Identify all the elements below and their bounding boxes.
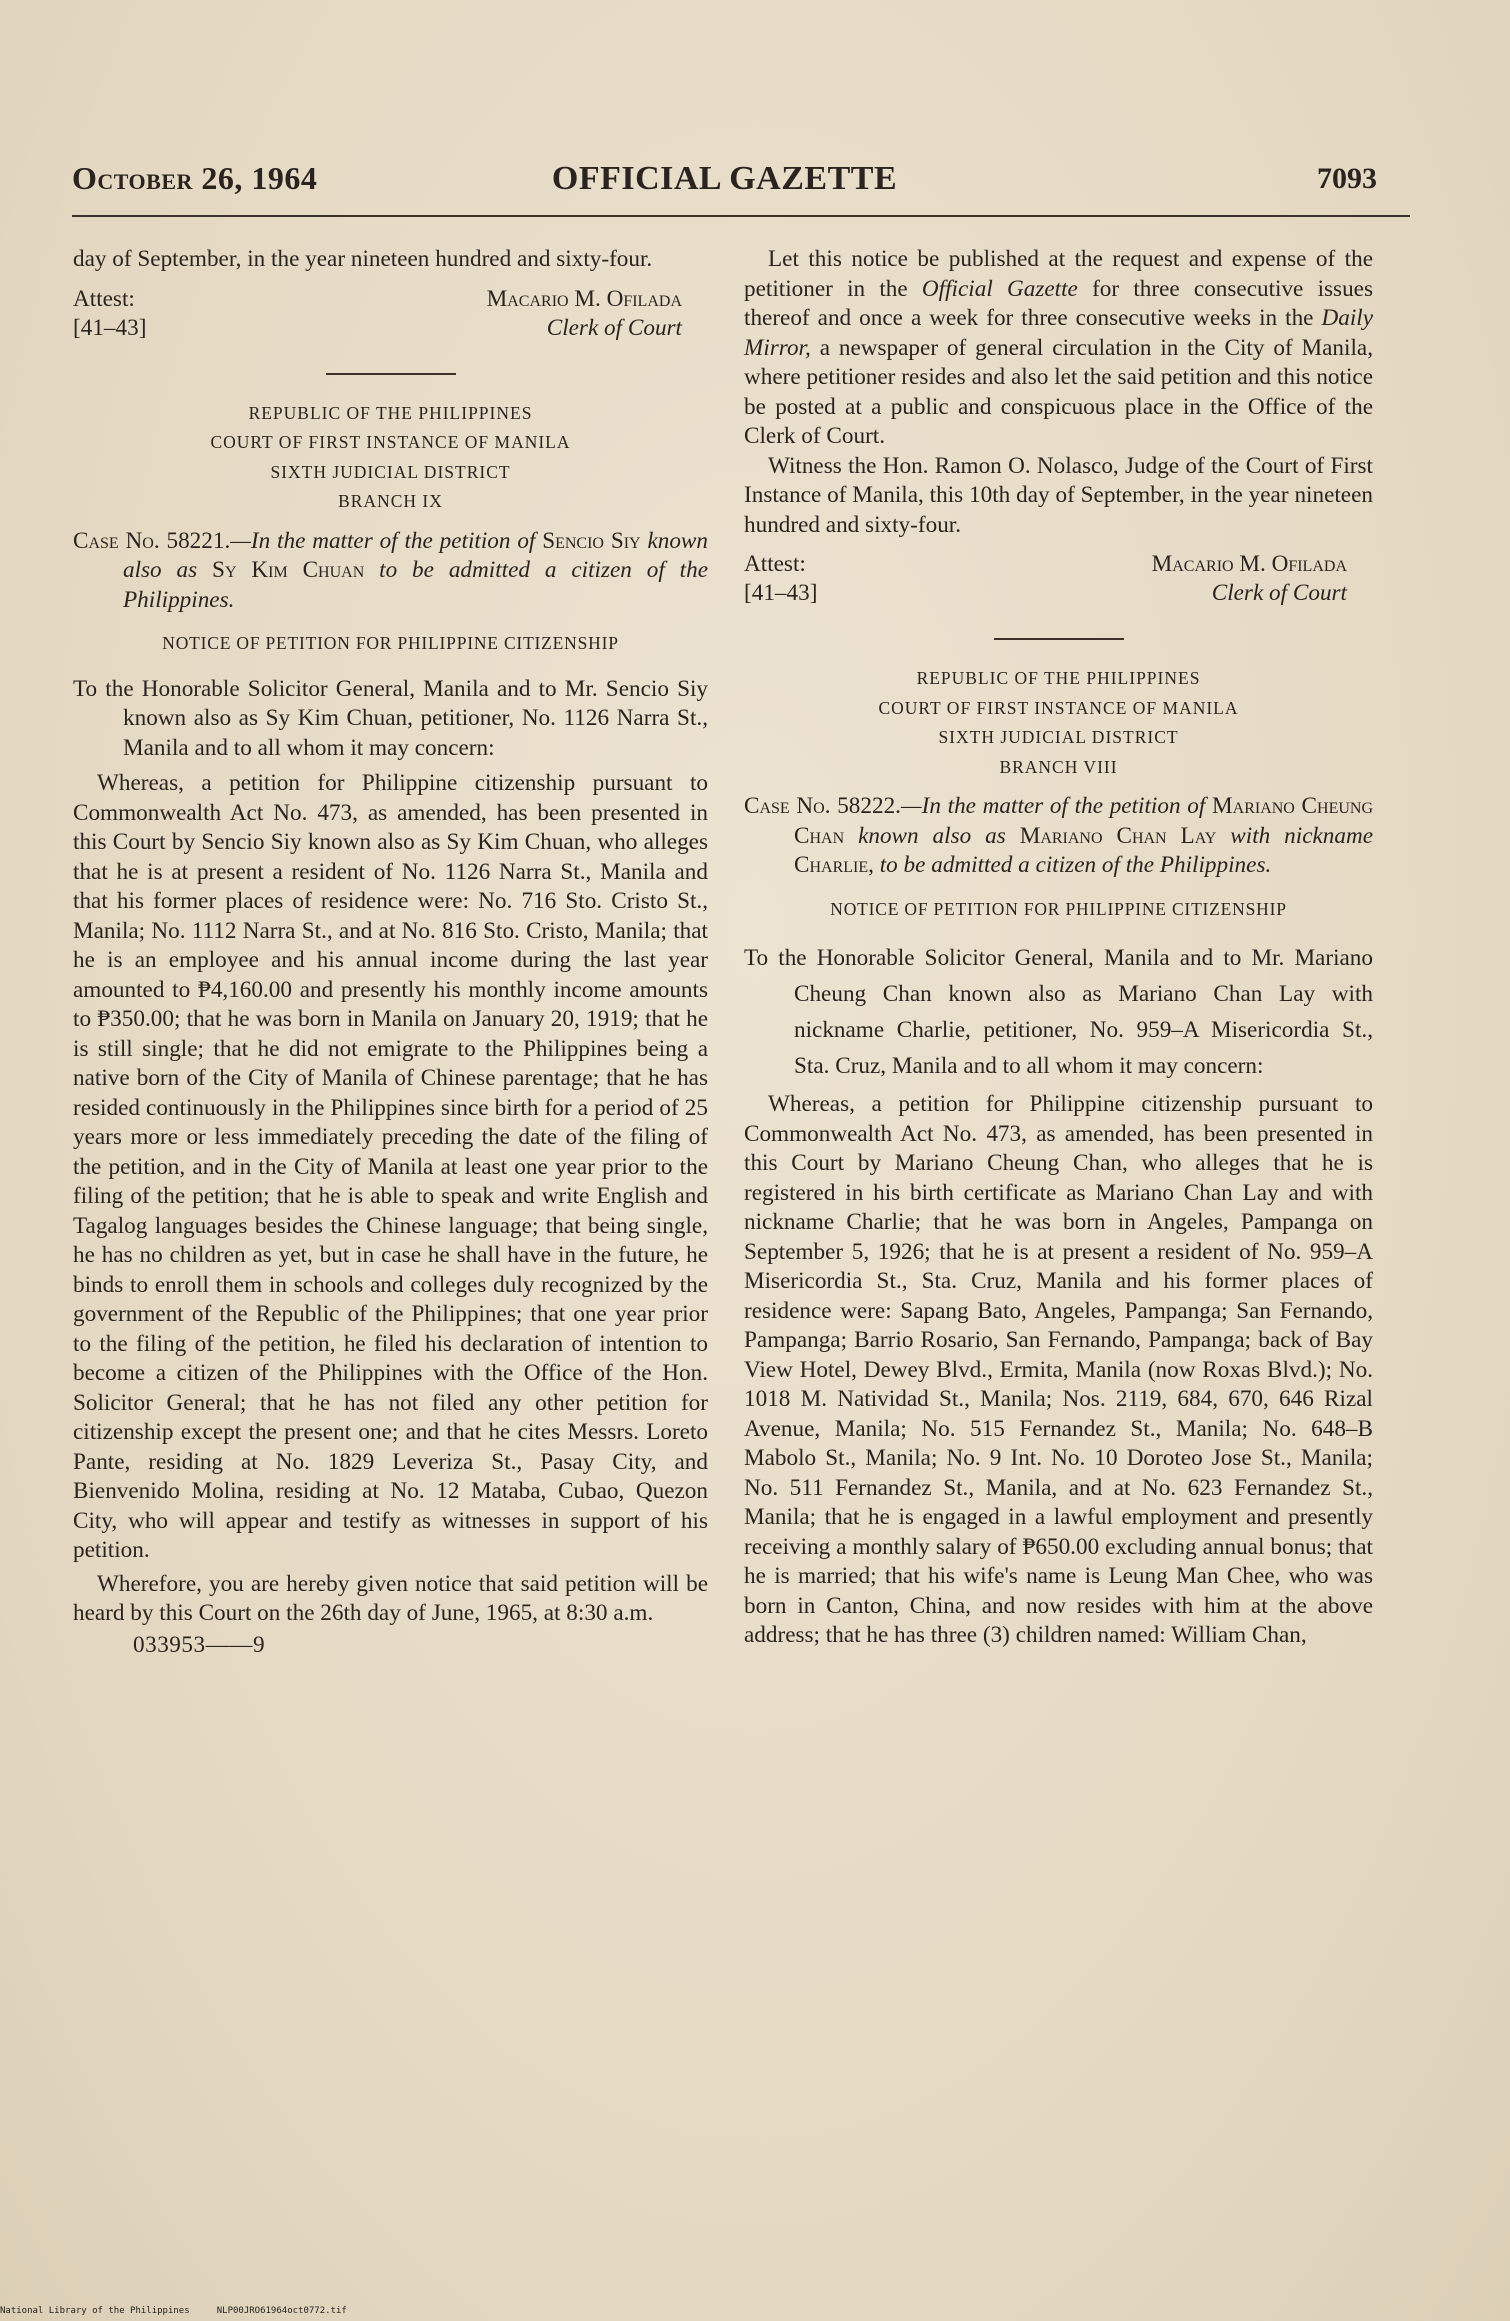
file-name: NLP00JRO61964oct0772.tif: [216, 2306, 347, 2316]
left-column: [73, 245, 708, 1660]
attest-block: [73, 285, 708, 347]
court-line: BRANCH IX: [338, 491, 443, 511]
court-line: COURT OF FIRST INSTANCE OF MANILA: [210, 432, 571, 452]
court-line: REPUBLIC OF THE PHILIPPINES: [248, 402, 533, 423]
section-divider: [994, 638, 1124, 640]
issue-date: October 26, 1964: [72, 160, 318, 196]
clerk-name: Macario M. Ofilada: [486, 285, 682, 312]
attest-ref: [41–43]: [73, 314, 147, 341]
attest-block: [744, 550, 1373, 612]
header-rule: [72, 215, 1410, 217]
page-number: 7093: [1317, 162, 1377, 195]
serial-number: 033953——9: [133, 1631, 266, 1658]
notice-heading: NOTICE OF PETITION FOR PHILIPPINE CITIZENSHIP: [830, 898, 1287, 919]
page-header: [72, 160, 1377, 208]
whereas-paragraph: Whereas, a petition for Philippine citizenship pursuant to Commonwealth Act No. 473, as amended, has been presented in this Court by Sencio Siy known also as Sy Kim Chuan, who alleges that he is at present a resident of No. 1126 Narra St., Manila and that his former places of residence were: No. 716 Sto. Cristo St., Manila; No. 1112 Narra St., and at No. 816 Sto. Cristo, Manila; that he is an employee and his annual income during the last year amounted to ₱4,160.00 and presently his monthly income amounts to ₱350.00; that he was born in Manila on January 20, 1919; that he is still single; that he did not emigrate to the Philippines being a native born of the City of Manila of Chinese parentage; that he has resided continuously in the Philippines since birth for a period of 25 years more or less immediately preceding the date of the filing of the petition, and in the City of Manila at least one year prior to the filing of the petition; that he is able to speak and write English and Tagalog languages besides the Chinese language; that being single, he has no children as yet, but in case he shall have in the future, he binds to enroll them in schools and colleges duly recognized by the government of the Republic of the Philippines; that one year prior to the filing of the petition, he filed his declaration of intention to become a citizen of the Philippines with the Office of the Hon. Solicitor General; that he has not filed any other petition for citizenship except the present one; and that he cites Messrs. Loreto Pante, residing at No. 1829 Leveriza St., Pasay City, and Bienvenido Molina, residing at No. 12 Mataba, Cubao, Quezon City, who will appear and testify as witnesses in support of his petition.: [73, 770, 708, 1563]
scan-footer: [0, 2306, 347, 2316]
notice-heading: NOTICE OF PETITION FOR PHILIPPINE CITIZENSHIP: [162, 633, 619, 653]
continuation-text: day of September, in the year nineteen hundred and sixty-four.: [73, 246, 653, 272]
addressee-text: To the Honorable Solicitor General, Manila and to Mr. Mariano Cheung Chan known also as Mariano Chan Lay with nickname Charlie, petitioner, No. 959–A Misericordia St., Sta. Cruz, Manila and to all whom it may concern:: [744, 945, 1373, 1079]
case-number: Case No. 58221.: [73, 527, 231, 554]
addressee-text: To the Honorable Solicitor General, Manila and to Mr. Sencio Siy known also as Sy Kim Chuan, petitioner, No. 1126 Narra St., Manila and to all whom it may concern:: [73, 675, 708, 761]
case-caption: Case No. 58221.—In the matter of the petition of Sencio Siy known also as Sy Kim Chuan to be admitted a citizen of the Philippines.: [73, 527, 708, 613]
library-name: National Library of the Philippines: [0, 2306, 190, 2316]
case-caption: Case No. 58222.—In the matter of the petition of Mariano Cheung Chan known also as Mariano Chan Lay with nickname Charlie, to be admitted a citizen of the Philippines.: [744, 793, 1374, 878]
publication-title: OFFICIAL GAZETTE: [551, 160, 898, 197]
clerk-name: Macario M. Ofilada: [1151, 551, 1347, 577]
clerk-title: Clerk of Court: [546, 314, 682, 341]
court-line: COURT OF FIRST INSTANCE OF MANILA: [878, 697, 1239, 718]
witness-paragraph: Witness the Hon. Ramon O. Nolasco, Judge of the Court of First Instance of Manila, this 10th day of September, in the year nineteen hundred and sixty-four.: [744, 452, 1373, 538]
section-divider: [326, 373, 456, 375]
court-line: BRANCH VIII: [999, 756, 1118, 777]
court-heading: [744, 664, 1373, 782]
clerk-title: Clerk of Court: [1211, 580, 1347, 606]
court-line: REPUBLIC OF THE PHILIPPINES: [916, 668, 1201, 688]
publication-paragraph: Let this notice be published at the request and expense of the petitioner in the Official Gazette for three consecutive issues thereof and once a week for three consecutive weeks in the Daily Mirror, a newspaper of general circulation in the City of Manila, where petitioner resides and also let the said petition and this notice be posted at a public and conspicuous place in the Office of the Clerk of Court.: [744, 246, 1374, 449]
right-column: [744, 245, 1373, 1651]
attest-ref: [41–43]: [744, 580, 818, 606]
court-heading: [73, 399, 708, 517]
court-line: SIXTH JUDICIAL DISTRICT: [938, 727, 1179, 747]
whereas-paragraph: Whereas, a petition for Philippine citizenship pursuant to Commonwealth Act No. 473, as amended, has been presented in this Court by Mariano Cheung Chan, who alleges that he is registered in his birth certificate as Mariano Chan Lay and with nickname Charlie; that he was born in Angeles, Pampanga on September 5, 1926; that he is at present a resident of No. 959–A Misericordia St., Sta. Cruz, Manila and his former places of residence were: Sapang Bato, Angeles, Pampanga; San Fernando, Pampanga; Barrio Rosario, San Fernando, Pampanga; back of Bay View Hotel, Dewey Blvd., Ermita, Manila (now Roxas Blvd.); No. 1018 M. Natividad St., Manila; Nos. 2119, 684, 670, 646 Rizal Avenue, Manila; No. 515 Fernandez St., Manila; No. 648–B Mabolo St., Manila; No. 9 Int. No. 10 Doroteo Jose St., Manila; No. 511 Fernandez St., Manila, and at No. 623 Fernandez St., Manila; that he is engaged in a lawful employment and presently receiving a monthly salary of ₱650.00 excluding annual bonus; that he is married; that his wife's name is Leung Man Chee, who was born in Canton, China, and now resides with him at the above address; that he has three (3) children named: William Chan,: [744, 1091, 1373, 1648]
attest-label: Attest:: [744, 551, 806, 577]
attest-label: Attest:: [73, 285, 135, 312]
wherefore-paragraph: Wherefore, you are hereby given notice that said petition will be heard by this Court on the 26th day of June, 1965, at 8:30 a.m.: [73, 1570, 708, 1626]
court-line: SIXTH JUDICIAL DISTRICT: [270, 461, 511, 482]
case-number: Case No. 58222.: [744, 793, 901, 819]
